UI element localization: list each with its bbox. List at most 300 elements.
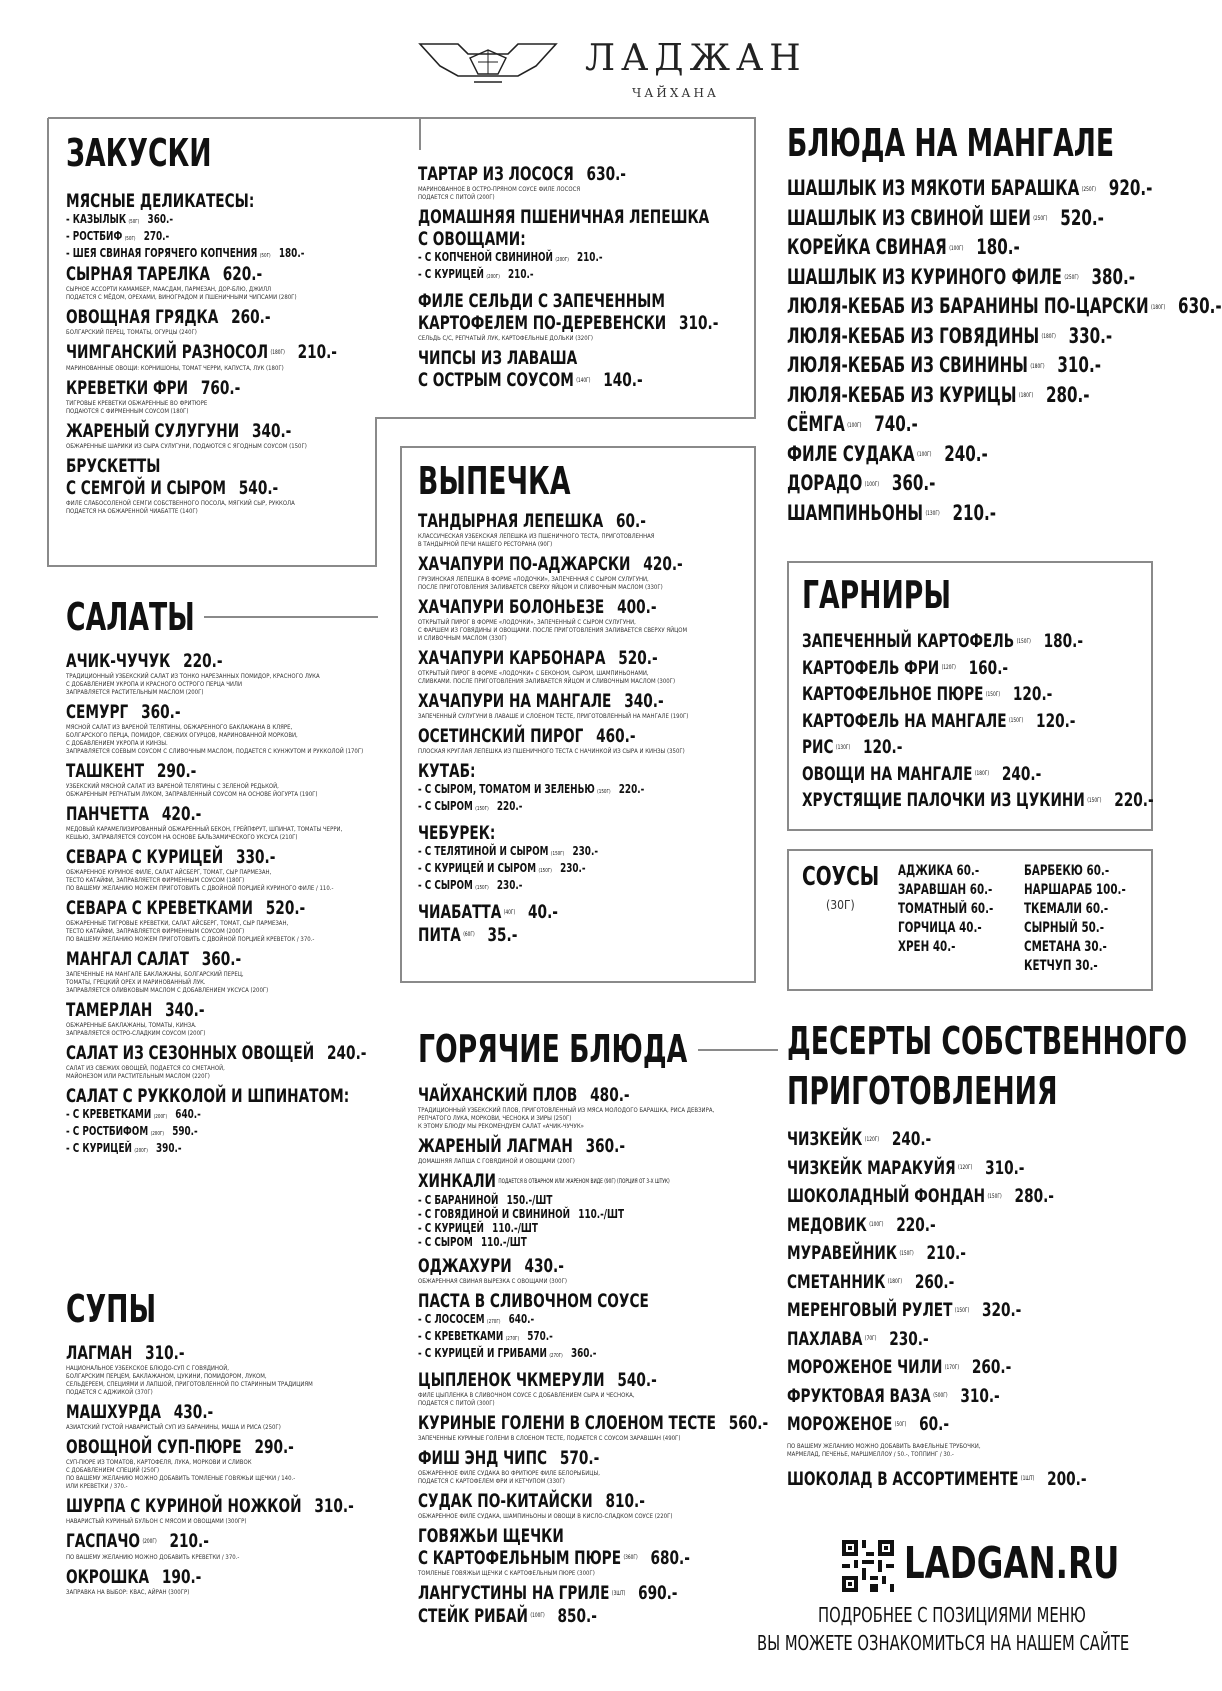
item-price: 180.- — [278, 246, 305, 260]
item-price: 280.- — [1045, 382, 1090, 407]
item-price: 210.- — [297, 341, 337, 363]
item-description: ФИЛЕ СЛАБОСОЛЕНОЙ СЕМГИ СОБСТВЕННОГО ПОСОЛА, МЯГКИЙ СЫР, РУККОЛА ПОДАЕТСЯ НА ОБЖАРЕННОЙ ЧИАБАТТЕ (140Г) — [66, 498, 295, 515]
item-name: - С СЫРОМ — [418, 799, 473, 813]
sauce-name: ТОМАТНЫЙ — [898, 901, 968, 917]
item-name: КУРИНЫЕ ГОЛЕНИ В СЛОЕНОМ ТЕСТЕ — [418, 1411, 716, 1434]
item-price: 570.- — [559, 1446, 600, 1469]
menu-item — [802, 789, 1154, 812]
item-name: ПАНЧЕТТА — [66, 803, 150, 825]
item-price: 590.- — [172, 1124, 198, 1138]
item-weight: (150Г) — [985, 690, 1001, 698]
item-price: 630.- — [1178, 294, 1222, 318]
item-price: 380.- — [1091, 264, 1136, 289]
item-name: - С ЛОСОСЕМ — [418, 1311, 485, 1326]
menu-item — [418, 312, 719, 334]
item-price: 210.- — [926, 1242, 966, 1264]
item-price: 60.- — [616, 510, 646, 532]
zakuski-left — [66, 190, 386, 520]
item-description: КЛАССИЧЕСКАЯ УЗБЕКСКАЯ ЛЕПЕШКА ИЗ ПШЕНИЧНОГО ТЕСТА, ПРИГОТОВЛЕННАЯ В ТАНДЫРНОЙ ПЕЧИ НАШЕГО РЕСТОРАНА (90Г) — [418, 532, 655, 548]
item-weight: (150Г) — [1087, 796, 1102, 804]
sousy-weight: (30Г) — [826, 898, 855, 912]
item-price: 760.- — [200, 376, 241, 399]
menu-item — [787, 1157, 1091, 1180]
menu-item — [66, 341, 337, 364]
menu-item — [418, 1235, 697, 1249]
brand-subtitle: ЧАЙХАНА — [632, 86, 720, 100]
menu-item — [418, 1346, 697, 1363]
menu-item — [787, 205, 1104, 231]
item-name: ОВОЩИ НА МАНГАЛЕ — [802, 762, 973, 785]
item-price: 360.- — [570, 1345, 597, 1360]
item-name: - С КОПЧЕНОЙ СВИНИНОЙ — [418, 250, 553, 264]
item-price: 420.- — [161, 803, 202, 825]
sauce-item — [898, 900, 993, 919]
item-weight: (1ШТ) — [1020, 1475, 1035, 1482]
item-weight: (150Г) — [987, 1192, 1002, 1200]
item-weight: (270Г) — [505, 1335, 520, 1342]
item-description: ОБЖАРЕННОЕ КУРИНОЕ ФИЛЕ, САЛАТ АЙСБЕРГ, ТОМАТ, СЫР ПАРМЕЗАН, ТЕСТО КАТАЙФИ, ЗАПРАВЛЯЕТСЯ ФИРМЕННЫМ СОУСОМ (180Г) ПО ВАШЕМУ ЖЕЛАНИЮ МОЖЕМ ПРИГОТОВИТЬ С ДВОЙНОЙ ПОРЦИЕЙ КУРИНОГО ФИЛЕ / 110.- — [66, 868, 334, 892]
menu-item — [418, 553, 682, 575]
item-weight: (500Г) — [933, 1392, 948, 1399]
item-name: ШАШЛЫК ИЗ КУРИНОГО ФИЛЕ — [787, 264, 1063, 289]
menu-item — [66, 846, 330, 868]
item-price: 210.- — [169, 1530, 209, 1552]
item-name: ПАСТА В СЛИВОЧНОМ СОУСЕ — [418, 1289, 649, 1312]
footer-line-1: ПОДРОБНЕЕ С ПОЗИЦИЯМИ МЕНЮ — [818, 1603, 1086, 1627]
menu-item — [787, 1271, 1091, 1294]
item-price: 280.- — [1014, 1185, 1054, 1207]
item-name: БРУСКЕТТЫ — [66, 454, 161, 477]
sousy-col-2 — [1024, 862, 1148, 976]
item-weight: (150Г) — [597, 789, 611, 795]
menu-item — [418, 347, 682, 369]
menu-item — [66, 1530, 330, 1553]
item-price: 140.- — [603, 369, 643, 391]
item-weight: (180Г) — [974, 770, 990, 777]
item-description: ПЛОСКАЯ КРУГЛАЯ ЛЕПЕШКА ИЗ ПШЕНИЧНОГО ТЕСТА С НАЧИНКОЙ ИЗ СЫРА И КИНЗЫ (350Г) — [418, 747, 685, 755]
menu-item — [418, 596, 682, 618]
item-price: 240.- — [891, 1128, 932, 1150]
menu-item — [418, 267, 689, 284]
menu-item — [418, 1582, 690, 1605]
menu-item — [418, 1084, 690, 1106]
item-name: ПАХЛАВА — [787, 1327, 863, 1350]
item-price: 480.- — [590, 1084, 630, 1106]
item-description: ЗАПРАВКА НА ВЫБОР: КВАС, АЙРАН (300ГР) — [66, 1587, 190, 1596]
menu-item — [66, 1141, 337, 1158]
item-price: 210.- — [952, 500, 997, 525]
item-price: 330.- — [1068, 323, 1113, 348]
item-name: ЧИАБАТТА — [418, 901, 502, 923]
item-description: ЗАПЕЧЕННЫЕ КУРИНЫЕ ГОЛЕНИ В СЛОЕНОМ ТЕСТЕ, ПОДАЕТСЯ С СОУСОМ ЗАРАВШАН (490Г) — [418, 1433, 681, 1442]
item-name: - РОСТБИФ — [66, 229, 123, 243]
menu-item — [418, 1547, 690, 1570]
item-price: 360.- — [147, 212, 174, 226]
menu-item — [418, 290, 682, 312]
sauce-item — [1024, 938, 1126, 957]
menu-item — [66, 246, 328, 263]
sauce-name: КЕТЧУП — [1024, 958, 1072, 974]
menu-item — [418, 1193, 697, 1207]
item-name: КАРТОФЕЛЬ ФРИ — [802, 656, 940, 679]
item-weight: (150Г) — [475, 806, 489, 812]
menu-item — [418, 1170, 690, 1193]
item-weight: (100Г) — [869, 1221, 884, 1228]
item-price: 240.- — [327, 1042, 367, 1064]
menu-item — [418, 1369, 690, 1391]
item-description: МАРИНОВАННЫЕ ОВОЩИ: КОРНИШОНЫ, ТОМАТ ЧЕРРИ, КАПУСТА, ЛУК (180Г) — [66, 363, 284, 372]
section-title-deserty-2: ПРИГОТОВЛЕНИЯ — [787, 1069, 1058, 1113]
item-name: ФРУКТОВАЯ ВАЗА — [787, 1384, 931, 1407]
item-weight: (100Г) — [847, 421, 862, 429]
section-title-mangal: БЛЮДА НА МАНГАЛЕ — [787, 121, 1115, 165]
sauce-price: 60.- — [970, 901, 994, 917]
item-name: СЕВАРА С КУРИЦЕЙ — [66, 846, 224, 868]
item-price: 110.-/ШТ — [492, 1220, 538, 1235]
menu-item — [66, 760, 330, 782]
item-name: С КАРТОФЕЛЬНЫМ ПЮРЕ — [418, 1546, 622, 1569]
item-name: ФИЛЕ СЕЛЬДИ С ЗАПЕЧЕННЫМ — [418, 290, 665, 312]
menu-item — [418, 924, 682, 947]
menu-item — [66, 263, 322, 285]
section-title-salaty: САЛАТЫ — [66, 595, 195, 639]
item-price: 540.- — [617, 1368, 657, 1391]
sauce-price: 50.- — [1081, 920, 1105, 936]
item-weight: (100Г) — [917, 451, 932, 458]
item-description: ОБЖАРЕННЫЕ БАКЛАЖАНЫ, ТОМАТЫ, КИНЗА. ЗАПРАВЛЯЕТСЯ ОСТРО-СЛАДКИМ СОУСОМ (200Г) — [66, 1021, 206, 1037]
menu-item — [418, 163, 682, 185]
menu-item — [787, 353, 1101, 378]
menu-item — [66, 1042, 367, 1064]
item-weight: (150Г) — [1009, 717, 1024, 724]
section-title-sousy: СОУСЫ — [802, 862, 880, 892]
item-name: СУДАК ПО-КИТАЙСКИ — [418, 1489, 593, 1512]
item-price: 690.- — [638, 1582, 678, 1604]
menu-item — [787, 1468, 1091, 1491]
item-price: 340.- — [251, 419, 292, 442]
section-title-supy: СУПЫ — [66, 1287, 157, 1331]
sauce-name: ГОРЧИЦА — [898, 920, 956, 936]
item-name: ШОКОЛАД В АССОРТИМЕНТЕ — [787, 1467, 1019, 1490]
item-price: 310.- — [1057, 353, 1101, 377]
item-price: 290.- — [156, 760, 197, 782]
sauce-name: ХРЕН — [898, 939, 930, 955]
item-name: СМЕТАННИК — [787, 1270, 886, 1293]
menu-item — [418, 1605, 690, 1628]
item-price: 260.- — [914, 1270, 955, 1293]
menu-item — [66, 650, 330, 672]
item-price: 360.- — [141, 701, 181, 723]
menu-item — [66, 229, 328, 246]
menu-item — [802, 710, 1082, 733]
item-name: ШУРПА С КУРИНОЙ НОЖКОЙ — [66, 1495, 302, 1517]
item-name: КАРТОФЕЛЕМ ПО-ДЕРЕВЕНСКИ — [418, 312, 667, 334]
item-price: 310.- — [679, 312, 719, 334]
item-description: ОБЖАРЕННЫЕ ТИГРОВЫЕ КРЕВЕТКИ, САЛАТ АЙСБЕРГ, ТОМАТ, СЫР ПАРМЕЗАН, ТЕСТО КАТАЙФИ, ЗАПРАВЛЯЕТСЯ ФИРМЕННЫМ СОУСОМ (200Г) ПО ВАШЕМУ ЖЕЛАНИЮ МОЖЕМ ПРИГОТОВИТЬ С ДВОЙНОЙ ПОРЦИЕЙ КРЕВЕТОК / 370.- — [66, 919, 315, 943]
item-description: ТРАДИЦИОННЫЙ УЗБЕКСКИЙ ПЛОВ, ПРИГОТОВЛЕННЫЙ ИЗ МЯСА МОЛОДОГО БАРАШКА, РИСА ДЕВЗИРА, РЕПЧАТОГО ЛУКА, МОРКОВИ, ЧЕСНОКА И ЗИРЫ (250Г) К ЭТОМУ БЛЮДУ МЫ РЕКОМЕНДУЕМ САЛАТ «АЧИК-ЧУЧУК» — [418, 1106, 715, 1130]
menu-item — [802, 736, 1082, 759]
menu-item — [418, 250, 689, 267]
menu-item — [418, 901, 682, 924]
item-weight: (200Г) — [134, 1148, 148, 1154]
item-weight: (3ШТ) — [611, 1589, 626, 1597]
item-name: ГОВЯЖЬИ ЩЕЧКИ — [418, 1524, 564, 1547]
item-price: 210.- — [576, 250, 603, 264]
section-title-goryachie: ГОРЯЧИЕ БЛЮДА — [418, 1027, 688, 1071]
menu-item — [66, 701, 330, 723]
item-weight: (200Г) — [150, 1131, 165, 1137]
item-weight: (270Г) — [487, 1318, 501, 1325]
item-price: 110.-/ШТ — [481, 1234, 527, 1249]
sauce-item — [898, 919, 993, 938]
sauce-item — [1024, 919, 1126, 938]
menu-item — [66, 1436, 330, 1458]
sauce-item — [898, 862, 993, 881]
item-name: - КАЗЫЛЫК — [66, 212, 127, 226]
item-name: СЁМГА — [787, 412, 845, 436]
item-weight: (180Г) — [887, 1278, 903, 1285]
item-price: 640.- — [175, 1107, 201, 1121]
item-description: МАРИНОВАННОЕ В ОСТРО-ПРЯНОМ СОУСЕ ФИЛЕ ЛОСОСЯ ПОДАЕТСЯ С ПИТОЙ (200Г) — [418, 185, 581, 201]
sauce-price: 40.- — [959, 920, 982, 936]
menu-item — [787, 176, 1153, 201]
item-name: ШАМПИНЬОНЫ — [787, 500, 924, 525]
item-name: ШОКОЛАДНЫЙ ФОНДАН — [787, 1185, 986, 1207]
item-description: БОЛГАРСКИЙ ПЕРЕЦ, ТОМАТЫ, ОГУРЦЫ (240Г) — [66, 328, 197, 336]
item-description: ДОМАШНЯЯ ЛАПША С ГОВЯДИНОЙ И ОВОЩАМИ (200Г) — [418, 1157, 575, 1165]
item-weight: (50Г) — [894, 1420, 907, 1428]
menu-item — [802, 683, 1082, 706]
item-price: 850.- — [557, 1604, 597, 1627]
menu-item — [66, 1342, 330, 1364]
menu-item — [418, 1525, 690, 1547]
item-price: 35.- — [487, 923, 518, 946]
vypechka-list — [418, 510, 748, 946]
item-description: ГРУЗИНСКАЯ ЛЕПЕШКА В ФОРМЕ «ЛОДОЧКИ», ЗАПЕЧЕННАЯ С СЫРОМ СУЛУГУНИ, ПОСЛЕ ПРИГОТОВЛЕНИЯ ЗАЛИВАЕТСЯ СВЕРХУ ЯЙЦОМ И СЛИВОЧНЫМ МАСЛОМ (330Г) — [418, 575, 663, 591]
item-weight: (50Г) — [124, 236, 136, 242]
item-name: - С СЫРОМ, ТОМАТОМ И ЗЕЛЕНЬЮ — [418, 782, 595, 796]
item-price: 40.- — [528, 901, 558, 923]
item-description: ТИГРОВЫЕ КРЕВЕТКИ ОБЖАРЕННЫЕ ВО ФРИТЮРЕ ПОДАЮТСЯ С ФИРМЕННЫМ СОУСОМ (180Г) — [66, 398, 208, 415]
item-note: ПОДАЕТСЯ В ОТВАРНОМ ИЛИ ЖАРЕНОМ ВИДЕ (90Г) (ПОРЦИЯ ОТ 3-Х ШТУК) — [498, 1177, 670, 1185]
item-weight: (250Г) — [1064, 274, 1079, 281]
section-title-vypechka: ВЫПЕЧКА — [418, 459, 571, 503]
item-price: 430.- — [524, 1254, 564, 1277]
item-name: - ШЕЯ СВИНАЯ ГОРЯЧЕГО КОПЧЕНИЯ — [66, 246, 258, 260]
item-name: МАШХУРДА — [66, 1401, 161, 1423]
menu-item — [418, 1290, 690, 1312]
item-price: 340.- — [165, 999, 205, 1021]
item-name: - С КУРИЦЕЙ — [418, 267, 484, 281]
menu-item — [66, 1124, 337, 1141]
menu-item — [418, 369, 682, 392]
sauce-name: БАРБЕКЮ — [1024, 863, 1083, 879]
item-name: С ОВОЩАМИ: — [418, 228, 526, 250]
menu-item — [418, 1490, 690, 1512]
menu-item — [787, 1328, 1091, 1351]
item-price: 740.- — [874, 412, 918, 436]
item-description: ТОМЛЕНЫЕ ГОВЯЖЬИ ЩЕЧКИ С КАРТОФЕЛЬНЫМ ПЮРЕ (300Г) — [418, 1569, 595, 1577]
menu-item — [418, 1221, 697, 1235]
item-price: 230.- — [496, 878, 523, 892]
item-weight: (250Г) — [1081, 185, 1096, 193]
menu-item — [66, 306, 322, 328]
item-weight: (200Г) — [486, 274, 500, 280]
item-name: КРЕВЕТКИ ФРИ — [66, 376, 189, 399]
item-description: СУП-ПЮРЕ ИЗ ТОМАТОВ, КАРТОФЕЛЯ, ЛУКА, МОРКОВИ И СЛИВОК С ДОБАВЛЕНИЕМ СПЕЦИЙ (250Г) ПО ВАШЕМУ ЖЕЛАНИЮ МОЖНО ДОБАВИТЬ ТОМЛЕНЫЕ ГОВЯЖЬИ ЩЕЧКИ / 140.- ИЛИ КРЕВЕТКИ / 370.- — [66, 1458, 296, 1490]
menu-item — [802, 657, 1082, 680]
item-name: КАРТОФЕЛЬНОЕ ПЮРЕ — [802, 683, 984, 705]
menu-item — [66, 455, 322, 477]
item-price: 420.- — [643, 553, 683, 575]
item-name: ЛАГМАН — [66, 1342, 133, 1364]
item-weight: (120Г) — [958, 1164, 973, 1171]
item-name: ЛЮЛЯ-КЕБАБ ИЗ БАРАНИНЫ ПО-ЦАРСКИ — [787, 294, 1149, 318]
item-price: 260.- — [971, 1356, 1012, 1378]
item-name: ЧАЙХАНСКИЙ ПЛОВ — [418, 1084, 578, 1106]
item-name: - С КРЕВЕТКАМИ — [418, 1328, 504, 1343]
garniry-list — [802, 630, 1152, 816]
item-name: ШАШЛЫК ИЗ МЯКОТИ БАРАШКА — [787, 176, 1080, 200]
menu-item — [66, 377, 322, 399]
item-name: КАРТОФЕЛЬ НА МАНГАЛЕ — [802, 709, 1007, 732]
item-description: ЗАПЕЧЕННЫЙ СУЛУГУНИ В ЛАВАШЕ И СЛОЕНОМ ТЕСТЕ, ПРИГОТОВЛЕННЫЙ НА МАНГАЛЕ (190Г) — [418, 712, 689, 720]
zakuski-right — [418, 163, 748, 392]
mangal-list — [787, 176, 1222, 531]
menu-item — [418, 1312, 697, 1329]
item-weight: (150Г) — [954, 1306, 970, 1314]
item-price: 220.- — [183, 650, 223, 672]
item-weight: (140Г) — [576, 376, 591, 384]
menu-item — [787, 502, 1091, 526]
item-name: ХРУСТЯЩИЕ ПАЛОЧКИ ИЗ ЦУКИНИ — [802, 789, 1085, 811]
menu-item — [418, 228, 682, 250]
item-description: ОТКРЫТЫЙ ПИРОГ В ФОРМЕ «ЛОДОЧКИ», ЗАПЕЧЕННЫЙ С СЫРОМ СУЛУГУНИ, С ФАРШЕМ ИЗ ГОВЯДИНЫ И ОВОЩАМИ. ПОСЛЕ ПРИГОТОВЛЕНИЯ ЗАЛИВАЕТСЯ СВЕРХУ ЯЙЦОМ И СЛИВОЧНЫМ МАСЛОМ (330Г) — [418, 618, 688, 642]
item-name: КОРЕЙКА СВИНАЯ — [787, 235, 947, 259]
item-name: ЖАРЕНЫЙ СУЛУГУНИ — [66, 419, 240, 442]
item-description: НАЦИОНАЛЬНОЕ УЗБЕКСКОЕ БЛЮДО-СУП С ГОВЯДИНОЙ, БОЛГАРСКИМ ПЕРЦЕМ, БАКЛАЖАНОМ, ЦУКИНИ, ПОМИДОРОМ, ЛУКОМ, СЕЛЬДЕРЕЕМ, СПЕЦИЯМИ И ЛАПШОЙ, ПРИГОТОВЛЕННОЙ ПО СТАРИННЫМ ТРАДИЦИЯМ ПОДАЕТСЯ С АДЖИКОЙ (370Г) — [66, 1364, 313, 1396]
item-name: МОРОЖЕНОЕ — [787, 1413, 893, 1435]
item-description: НАВАРИСТЫЙ КУРИНЫЙ БУЛЬОН С МЯСОМ И ОВОЩАМИ (300ГР) — [66, 1517, 247, 1525]
item-weight: (120Г) — [864, 1135, 880, 1143]
item-name: ЧИЗКЕЙК МАРАКУЙЯ — [787, 1156, 956, 1179]
item-price: 630.- — [586, 163, 626, 185]
menu-item — [418, 1135, 690, 1157]
sauce-price: 30.- — [1084, 939, 1107, 955]
item-price: 220.- — [618, 782, 645, 796]
item-description: ОБЖАРЕННОЕ ФИЛЕ СУДАКА ВО ФРИТЮРЕ ФИЛЕ БЕЛОРЫБИЦЫ, ПОДАЕТСЯ С КАРТОФЕЛЕМ ФРИ И КЕТЧУПОМ (330Г) — [418, 1468, 600, 1485]
item-name: - С ГОВЯДИНОЙ И СВИНИНОЙ — [418, 1206, 571, 1221]
item-price: 120.- — [1036, 709, 1076, 732]
item-price: 310.- — [314, 1495, 354, 1517]
sauce-item — [898, 938, 993, 957]
item-price: 360.- — [201, 948, 242, 970]
sauce-name: ТКЕМАЛИ — [1024, 901, 1083, 917]
item-name: ЛЮЛЯ-КЕБАБ ИЗ ГОВЯДИНЫ — [787, 323, 1040, 348]
item-price: 220.- — [496, 799, 523, 813]
item-weight: (200Г) — [142, 1537, 157, 1545]
item-price: 340.- — [624, 690, 664, 712]
menu-item — [418, 1411, 769, 1434]
item-name: ЦЫПЛЕНОК ЧКМЕРУЛИ — [418, 1368, 605, 1391]
menu-item — [66, 999, 330, 1021]
ice-cream-note: ПО ВАШЕМУ ЖЕЛАНИЮ МОЖНО ДОБАВИТЬ ВАФЕЛЬНЫЕ ТРУБОЧКИ, МАРМЕЛАД, ПЕЧЕНЬЕ, МАРШМЕЛЛОУ / 50.-, ТОППИНГ / 30.- — [787, 1441, 981, 1458]
item-price: 230.- — [560, 861, 586, 875]
menu-item — [66, 212, 328, 229]
footer-line-2: ВЫ МОЖЕТЕ ОЗНАКОМИТЬСЯ НА НАШЕМ САЙТЕ — [757, 1631, 1130, 1655]
item-name: ШАШЛЫК ИЗ СВИНОЙ ШЕИ — [787, 205, 1031, 230]
item-price: 310.- — [985, 1156, 1025, 1179]
menu-item — [66, 1495, 354, 1517]
item-name: ЛАНГУСТИНЫ НА ГРИЛЕ — [418, 1582, 610, 1604]
item-name: ОВОЩНОЙ СУП-ПЮРЕ — [66, 1436, 242, 1458]
item-name: ТАМЕРЛАН — [66, 999, 153, 1021]
item-weight: (130Г) — [925, 510, 940, 517]
sauce-item — [1024, 862, 1126, 881]
item-description: ОБЖАРЕННАЯ СВИНАЯ ВЫРЕЗКА С ОВОЩАМИ (300Г) — [418, 1276, 567, 1285]
website-link[interactable]: LADGAN.RU — [904, 1538, 1120, 1589]
item-price: 180.- — [976, 235, 1020, 259]
item-name: ОСЕТИНСКИЙ ПИРОГ — [418, 725, 584, 747]
menu-item — [418, 1207, 697, 1221]
menu-item — [66, 803, 330, 825]
item-price: 640.- — [508, 1311, 535, 1326]
menu-item — [66, 1107, 337, 1124]
item-name: СЫРНАЯ ТАРЕЛКА — [66, 263, 210, 285]
item-price: 920.- — [1108, 176, 1153, 200]
item-name: КУТАБ: — [418, 760, 476, 782]
item-name: ЛЮЛЯ-КЕБАБ ИЗ КУРИЦЫ — [787, 382, 1017, 407]
sauce-name: АДЖИКА — [898, 863, 953, 879]
item-name: - С РОСТБИФОМ — [66, 1124, 149, 1138]
menu-item — [66, 1566, 330, 1588]
item-name: ЗАПЕЧЕННЫЙ КАРТОФЕЛЬ — [802, 630, 1015, 652]
item-weight: (200Г) — [153, 1114, 168, 1120]
sauce-item — [1024, 881, 1126, 900]
item-price: 430.- — [173, 1401, 214, 1423]
item-price: 520.- — [265, 897, 306, 919]
item-weight: (180Г) — [1151, 303, 1166, 311]
item-name: ГАСПАЧО — [66, 1530, 141, 1552]
item-price: 180.- — [1043, 630, 1084, 652]
item-name: СЕМУРГ — [66, 701, 129, 723]
item-name: - С КУРИЦЕЙ — [418, 1220, 484, 1235]
item-name: АЧИК-ЧУЧУК — [66, 650, 171, 672]
item-name: - С ТЕЛЯТИНОЙ И СЫРОМ — [418, 844, 549, 858]
sousy-col-1 — [898, 862, 1014, 957]
item-weight: (120Г) — [941, 664, 956, 671]
item-price: 400.- — [617, 596, 657, 618]
menu-item — [418, 782, 689, 799]
item-price: 240.- — [1001, 762, 1042, 785]
item-weight: (360Г) — [623, 1554, 638, 1561]
item-weight: (150Г) — [538, 868, 552, 874]
item-price: 200.- — [1047, 1467, 1087, 1490]
item-name: С ОСТРЫМ СОУСОМ — [418, 369, 574, 391]
item-price: 560.- — [728, 1411, 769, 1434]
item-price: 310.- — [145, 1342, 185, 1364]
sauce-price: 60.- — [1085, 901, 1109, 917]
item-price: 310.- — [960, 1384, 1000, 1407]
menu-item — [418, 206, 710, 228]
menu-item — [66, 1085, 350, 1107]
item-price: 230.- — [889, 1327, 929, 1350]
menu-item — [787, 1385, 1091, 1408]
item-price: 220.- — [1114, 789, 1154, 811]
item-price: 150.-/ШТ — [506, 1192, 553, 1207]
item-description: ФИЛЕ ЦЫПЛЕНКА В СЛИВОЧНОМ СОУСЕ С ДОБАВЛЕНИЕМ СЫРА И ЧЕСНОКА, ПОДАЕТСЯ С ПИТОЙ (300Г) — [418, 1390, 635, 1407]
menu-item — [418, 1255, 690, 1277]
